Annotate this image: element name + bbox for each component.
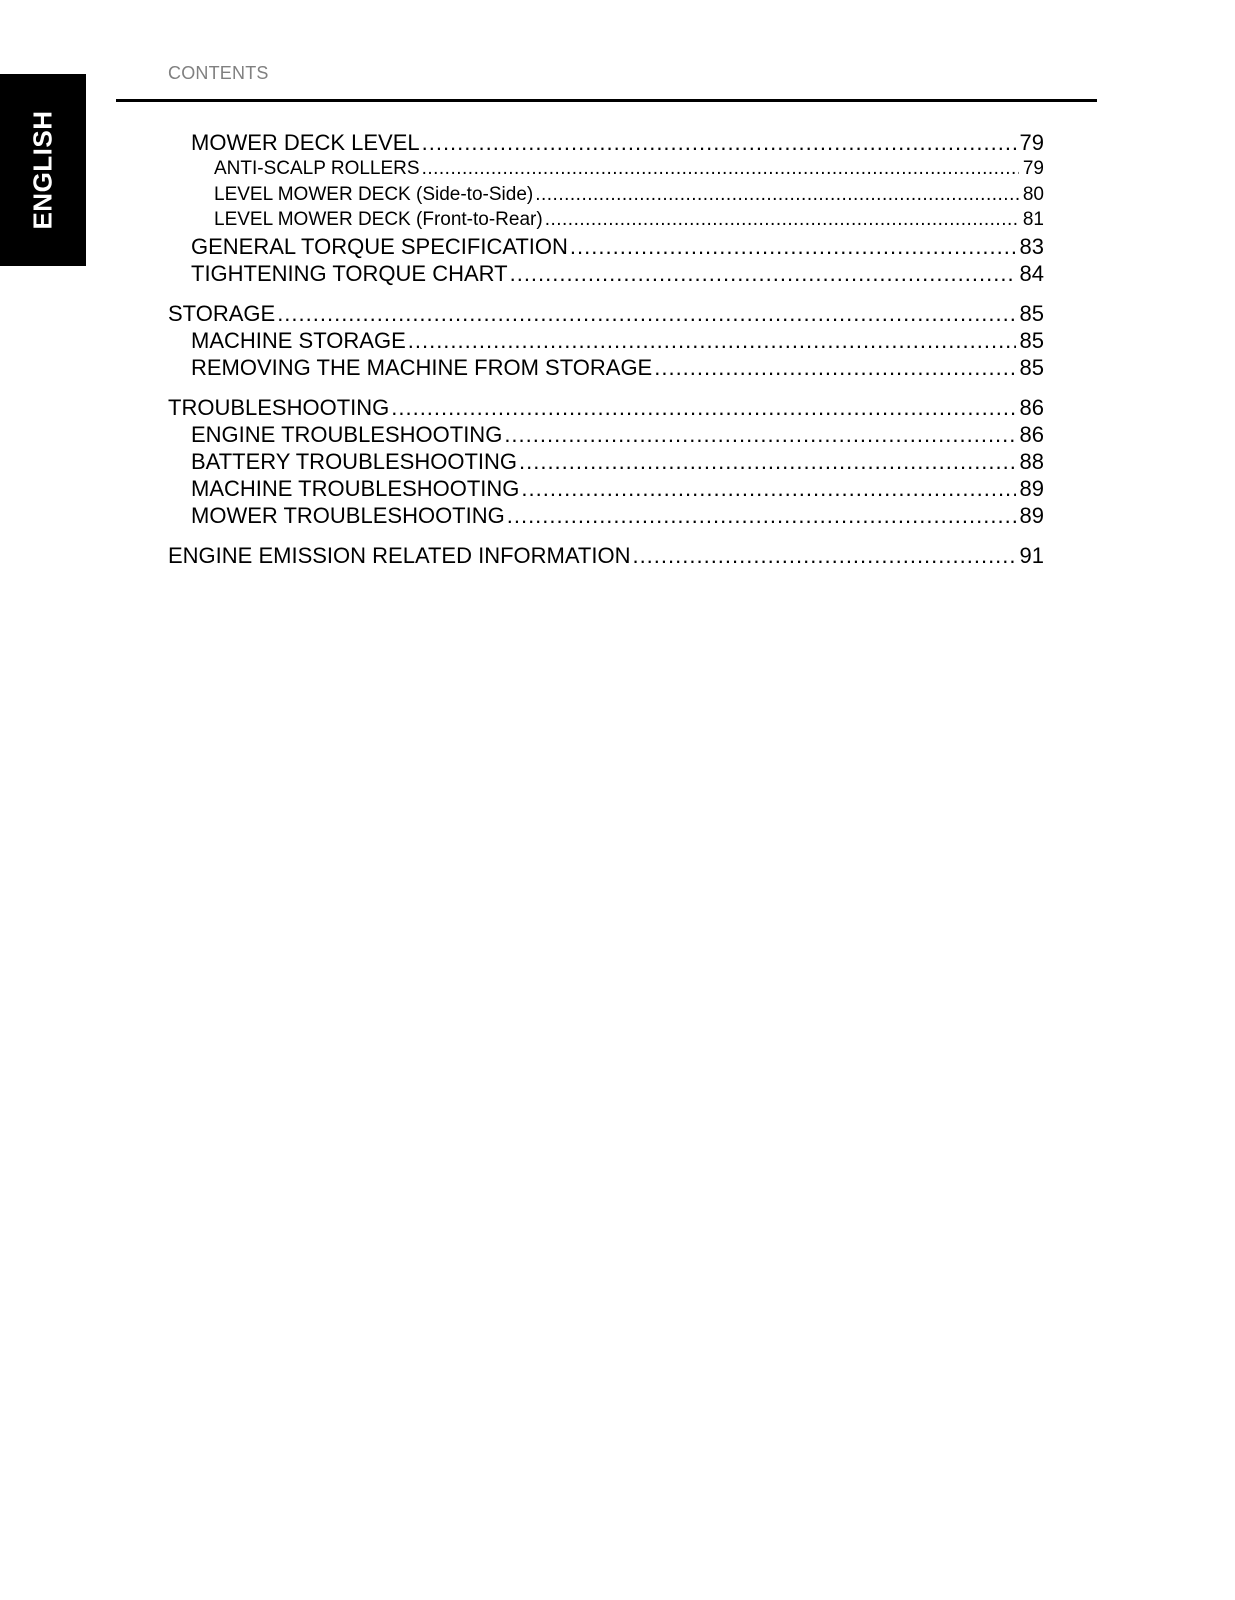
toc-entry[interactable] [168,502,1044,529]
toc-entry-page: 84 [1019,260,1044,286]
toc-dot-leader [519,448,1016,475]
header-divider [116,99,1097,102]
toc-entry-page: 88 [1019,448,1044,474]
toc-entry-title: LEVEL MOWER DECK (Side-to-Side) [214,183,534,205]
toc-entry-page: 85 [1019,354,1044,380]
toc-entry-title: MOWER DECK LEVEL [191,130,420,155]
toc-entry-title: STORAGE [168,300,276,326]
toc-entry[interactable] [168,129,1044,156]
toc-entry[interactable] [168,327,1044,354]
toc-entry[interactable] [168,156,1044,182]
language-tab-label: ENGLISH [27,110,58,230]
toc-entry-page: 79 [1022,158,1044,179]
toc-entry[interactable] [168,354,1044,381]
toc-dot-leader [504,421,1015,448]
toc-entry-title: ANTI-SCALP ROLLERS [214,158,420,179]
toc-entry-title: GENERAL TORQUE SPECIFICATION [191,233,568,259]
toc-dot-leader [545,207,1019,233]
toc-dot-leader [507,502,1016,529]
toc-dot-leader [535,182,1019,208]
toc-entry-title: BATTERY TROUBLESHOOTING [191,448,517,474]
toc-dot-leader [521,475,1015,502]
toc-entry[interactable] [168,394,1044,421]
page-header-title: CONTENTS [168,63,269,83]
toc-entry[interactable] [168,542,1044,569]
toc-dot-leader [391,394,1015,421]
toc-entry-page: 81 [1022,209,1044,230]
toc-entry-title: MOWER TROUBLESHOOTING [191,502,505,528]
toc-entry[interactable] [168,421,1044,448]
toc-entry-title: TIGHTENING TORQUE CHART [191,260,508,286]
toc-entry-title: MACHINE STORAGE [191,327,406,353]
toc-entry-page: 86 [1019,421,1044,447]
toc-entry[interactable] [168,448,1044,475]
toc-entry-page: 86 [1019,394,1044,420]
toc-dot-leader [422,129,1016,156]
toc-entry-page: 83 [1019,233,1044,259]
toc-entry-page: 89 [1019,502,1044,528]
toc-entry-page: 85 [1019,327,1044,353]
toc-entry[interactable] [168,182,1044,208]
toc-entry[interactable] [168,300,1044,327]
toc-entry-title: LEVEL MOWER DECK (Front-to-Rear) [214,209,543,230]
toc-dot-leader [654,354,1015,381]
toc-entry-page: 79 [1019,130,1044,155]
toc-entry-page: 91 [1019,542,1044,568]
language-tab [0,74,86,266]
toc-entry-page: 85 [1019,300,1044,326]
toc-dot-leader [277,300,1015,327]
toc-entry-page: 89 [1019,475,1044,501]
toc-dot-leader [570,233,1016,260]
toc-entry-title: MACHINE TROUBLESHOOTING [191,475,520,501]
toc-entry[interactable] [168,475,1044,502]
table-of-contents [168,129,1044,569]
toc-entry[interactable] [168,207,1044,233]
toc-entry-title: ENGINE EMISSION RELATED INFORMATION [168,542,631,568]
toc-dot-leader [510,260,1016,287]
toc-entry-title: ENGINE TROUBLESHOOTING [191,421,503,447]
toc-entry[interactable] [168,233,1044,260]
toc-dot-leader [408,327,1016,354]
toc-entry-page: 80 [1022,183,1044,205]
toc-dot-leader [422,156,1019,182]
toc-entry-title: REMOVING THE MACHINE FROM STORAGE [191,354,653,380]
toc-dot-leader [632,542,1015,569]
toc-entry-title: TROUBLESHOOTING [168,394,390,420]
toc-entry[interactable] [168,260,1044,287]
